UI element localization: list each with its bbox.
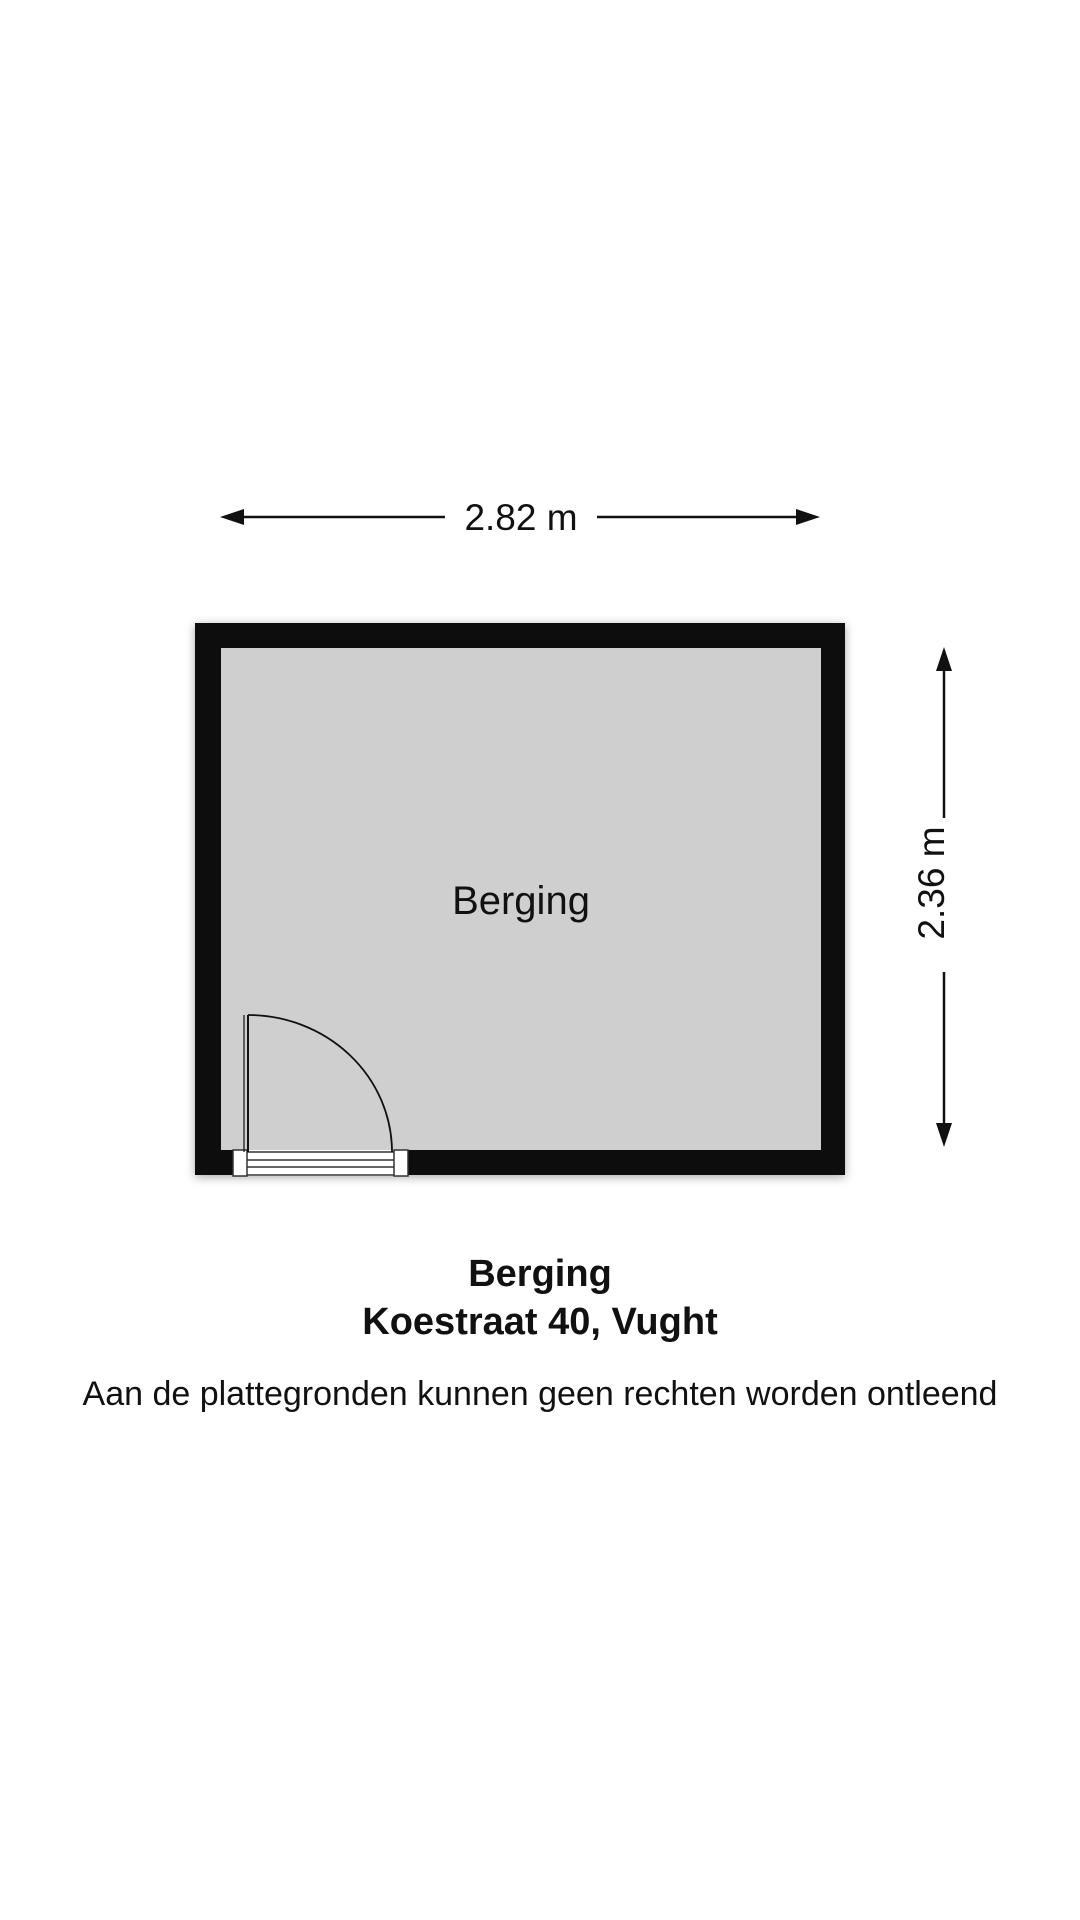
arrow-up-icon bbox=[936, 647, 952, 671]
height-dimension bbox=[911, 647, 952, 1147]
room-label: Berging bbox=[452, 879, 590, 923]
arrow-down-icon bbox=[936, 1123, 952, 1147]
door-jamb-left bbox=[233, 1150, 247, 1176]
width-dimension-label: 2.82 m bbox=[464, 497, 578, 538]
height-dimension-label: 2.36 m bbox=[911, 826, 952, 940]
width-dimension bbox=[220, 497, 820, 538]
caption-disclaimer: Aan de plattegronden kunnen geen rechten worden ontleend bbox=[82, 1375, 998, 1413]
room-berging bbox=[195, 623, 845, 1175]
caption-title: Berging bbox=[468, 1253, 612, 1295]
door-opening bbox=[233, 1150, 408, 1176]
arrow-left-icon bbox=[220, 509, 244, 525]
caption-address: Koestraat 40, Vught bbox=[362, 1301, 718, 1343]
arrow-right-icon bbox=[796, 509, 820, 525]
door-jamb-right bbox=[394, 1150, 408, 1176]
